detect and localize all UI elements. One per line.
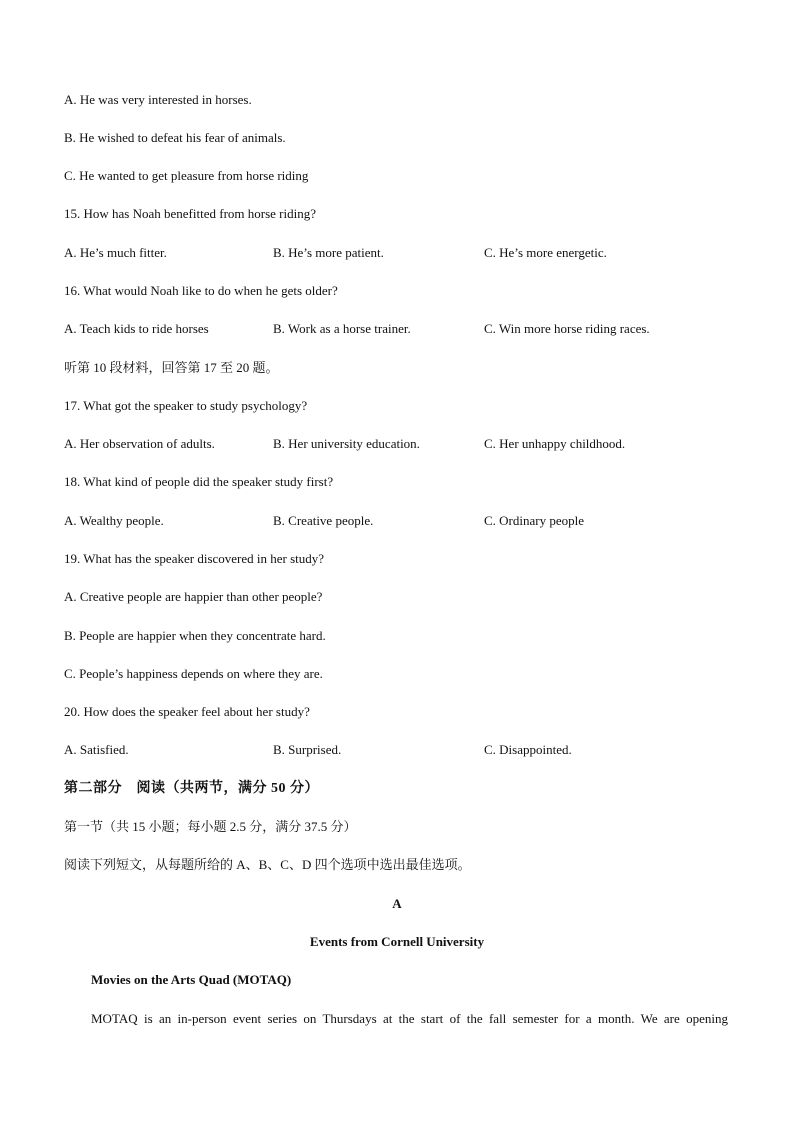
section1-title: 第一节（共 15 小题；每小题 2.5 分，满分 37.5 分） bbox=[64, 819, 357, 834]
q20-option-b: B. Surprised. bbox=[273, 742, 342, 757]
reading-instruction: 阅读下列短文，从每题所给的 A、B、C、D 四个选项中选出最佳选项。 bbox=[64, 857, 471, 872]
q17-option-c: C. Her unhappy childhood. bbox=[484, 436, 626, 451]
q20-options bbox=[0, 742, 794, 758]
listening-instruction: 听第 10 段材料，回答第 17 至 20 题。 bbox=[64, 360, 279, 375]
q16-option-b: B. Work as a horse trainer. bbox=[273, 321, 411, 336]
q19-option-b: B. People are happier when they concentrate hard. bbox=[64, 628, 326, 643]
q15-question: 15. How has Noah benefitted from horse riding? bbox=[64, 206, 316, 221]
q18-option-a: A. Wealthy people. bbox=[64, 513, 164, 528]
q18-option-c: C. Ordinary people bbox=[484, 513, 585, 528]
q14-option-a: A. He was very interested in horses. bbox=[64, 92, 252, 107]
passage-title: Events from Cornell University bbox=[309, 934, 485, 949]
q16-options bbox=[0, 321, 794, 337]
q14-option-b: B. He wished to defeat his fear of animals. bbox=[64, 130, 286, 145]
q18-question: 18. What kind of people did the speaker study first? bbox=[64, 474, 334, 489]
q19-question: 19. What has the speaker discovered in her study? bbox=[64, 551, 325, 566]
q20-option-a: A. Satisfied. bbox=[64, 742, 129, 757]
q14-option-c: C. He wanted to get pleasure from horse riding bbox=[64, 168, 309, 183]
passage-label: A bbox=[392, 896, 402, 911]
q15-option-b: B. He’s more patient. bbox=[273, 245, 384, 260]
q17-option-a: A. Her observation of adults. bbox=[64, 436, 215, 451]
q19-option-a: A. Creative people are happier than other people? bbox=[64, 589, 323, 604]
q16-question: 16. What would Noah like to do when he gets older? bbox=[64, 283, 338, 298]
q19-option-c: C. People’s happiness depends on where they are. bbox=[64, 666, 323, 681]
q20-question: 20. How does the speaker feel about her study? bbox=[64, 704, 310, 719]
q16-option-a: A. Teach kids to ride horses bbox=[64, 321, 209, 336]
q17-question: 17. What got the speaker to study psychology? bbox=[64, 398, 308, 413]
part2-title: 第二部分 阅读（共两节，满分 50 分） bbox=[64, 781, 319, 796]
q18-option-b: B. Creative people. bbox=[273, 513, 374, 528]
q17-option-b: B. Her university education. bbox=[273, 436, 420, 451]
q15-option-c: C. He’s more energetic. bbox=[484, 245, 607, 260]
q15-option-a: A. He’s much fitter. bbox=[64, 245, 167, 260]
q20-option-c: C. Disappointed. bbox=[484, 742, 572, 757]
q17-options bbox=[0, 436, 794, 452]
passage-first-line: MOTAQ is an in-person event series on Thursdays at the start of the fall semester for a month. We are opening bbox=[91, 1011, 728, 1026]
q15-options bbox=[0, 245, 794, 261]
q16-option-c: C. Win more horse riding races. bbox=[484, 321, 650, 336]
passage-subtitle: Movies on the Arts Quad (MOTAQ) bbox=[91, 972, 292, 987]
q18-options bbox=[0, 513, 794, 529]
